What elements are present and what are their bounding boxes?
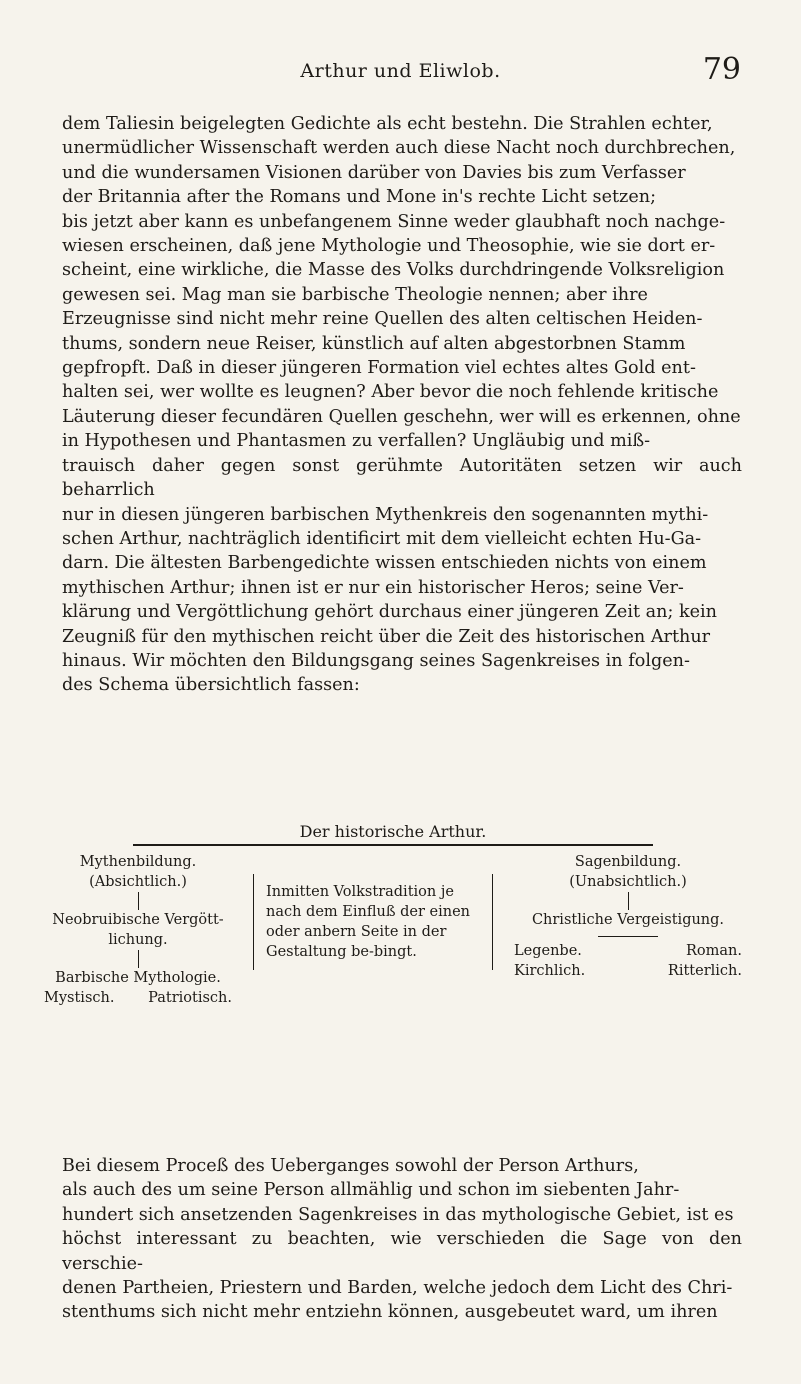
left-item3b: Patriotisch. (148, 990, 232, 1006)
scheme-title: Der historische Arthur. (299, 822, 487, 841)
page-number: 79 (702, 52, 741, 87)
connector-line (138, 950, 139, 968)
scheme-right-column (508, 852, 748, 981)
right-item2 (508, 941, 748, 961)
connector-line (628, 892, 629, 910)
right-item1: Christliche Vergeistigung. (531, 912, 725, 928)
right-heading: Sagenbildung. (574, 854, 682, 870)
left-item1-line2: lichung. (108, 932, 168, 948)
paragraph-1: dem Taliesin beigelegten Gedichte als echt bestehn. Die Strahlen echter, unermüdlicher Wissenschaft werden auch diese Nacht noch durchbrechen, und die wundersamen Visionen darüber von Davies bis zum Verfasser der Britannia after the Romans und Mone in's rechte Licht setzen; bis jetzt aber kann es unbefangenem Sinne weder glaubhaft noch nachge- wiesen erscheinen, daß jene Mythologie und Theosophie, wie sie dort er- scheint, eine wirkliche, die Masse des Volks durchdringende Volksreligion gewesen sei. Mag man sie barbische Theologie nennen; aber ihre Erzeugnisse sind nicht mehr reine Quellen des alten celtischen Heiden- thums, sondern neue Reiser, künstlich auf alten abgestorbnen Stamm gepfropft. Daß in dieser jüngeren Formation viel echtes altes Gold ent- halten sei, wer wollte es leugnen? Aber bevor die noch fehlende kritische Läuterung dieser fecundären Quellen geschehn, wer will es erkennen, ohne in Hypothesen und Phantasmen zu verfallen? Ungläubig und miß- trauisch daher gegen sonst gerühmte Autoritäten setzen wir auch beharrlich nur in diesen jüngeren barbischen Mythenkreis den sogenannten mythi- schen Arthur, nachträglich identificirt mit dem vielleicht echten Hu-Ga- darn. Die ältesten Barbengedichte wissen entschieden nichts von einem mythischen Arthur; ihnen ist er nur ein historischer Heros; seine Ver- klärung und Vergöttlichung gehört durchaus einer jüngeren Zeit an; kein Zeugniß für den mythischen reicht über die Zeit des historischen Arthur hinaus. Wir möchten den Bildungsgang seines Sagenkreises in folgen- des Schema übersichtlich fassen: (62, 114, 742, 696)
connector-line (138, 892, 139, 910)
tilde-rule (598, 936, 658, 937)
scheme-left-column (38, 852, 238, 1008)
left-heading: Mythenbildung. (79, 854, 197, 870)
paragraph-2: Bei diesem Proceß des Ueberganges sowohl der Person Arthurs, als auch des um seine Person allmählig und schon im siebenten Jahr- hundert sich ansetzenden Sagenkreises in das mythologische Gebiet, ist es höchst interessant zu beachten, wie verschieden die Sage von den verschie- denen Partheien, Priestern und Barden, welche jedoch dem Licht des Chri- stenthums sich nicht mehr entziehn können, ausgebeutet ward, um ihren (62, 1156, 742, 1323)
right-item2a: Legenbe. (514, 943, 582, 959)
running-head: Arthur und Eliwlob. (300, 60, 501, 82)
right-item3a: Kirchlich. (514, 963, 586, 979)
left-sub: (Absichtlich.) (89, 874, 187, 890)
scheme-diagram (38, 822, 748, 1006)
right-item3b: Ritterlich. (667, 963, 742, 979)
title-rule (133, 844, 653, 849)
right-item3 (508, 961, 748, 981)
left-item1-line1: Neobruibische Vergött- (52, 912, 224, 928)
left-item3a: Mystisch. (44, 990, 115, 1006)
left-item3 (38, 988, 238, 1008)
right-item2b: Roman. (686, 943, 742, 959)
right-sub: (Unabsichtlich.) (569, 874, 687, 890)
left-item2: Barbische Mythologie. (55, 970, 221, 986)
scheme-middle-column: Inmitten Volkstradition je nach dem Einfluß der einen oder anbern Seite in der Gestaltung be-bingt. (253, 874, 493, 970)
